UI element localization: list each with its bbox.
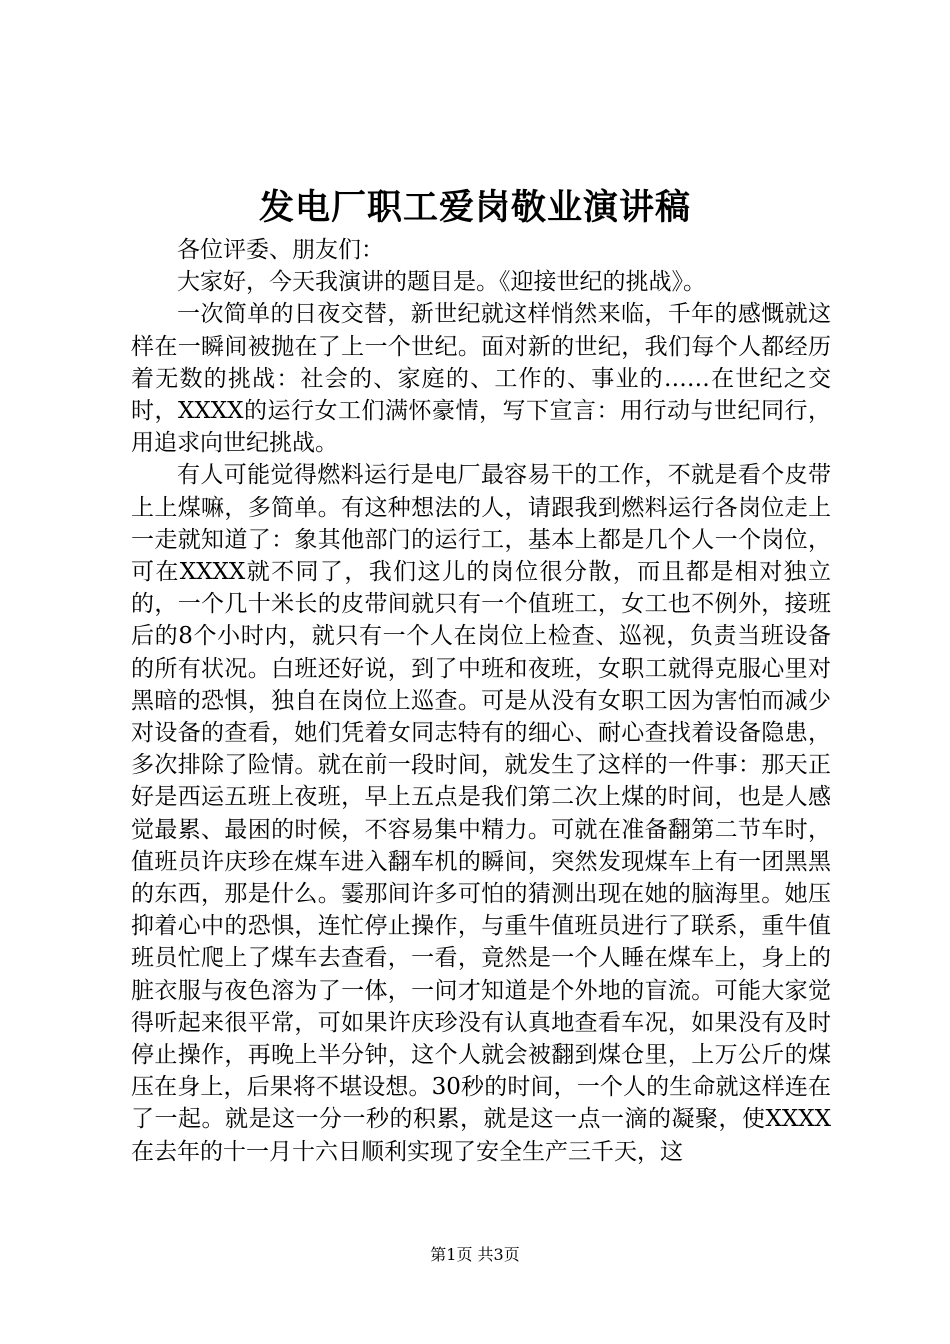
paragraph-new-century: 一次简单的日夜交替，新世纪就这样悄然来临，千年的感慨就这样在一瞬间被抛在了上一个世纪。面对新的世纪，我们每个人都经历着无数的挑战：社会的、家庭的、工作的、事业的……在世纪之交时，XXXX的运行女工们满怀豪情，写下宣言：用行动与世纪同行，用追求向世纪挑战。 bbox=[131, 301, 831, 457]
document-title: 发电厂职工爱岗敬业演讲稿 bbox=[258, 187, 691, 228]
document-body bbox=[131, 234, 831, 1168]
paragraph-salutation: 各位评委、朋友们： bbox=[177, 237, 384, 263]
paragraph-story: 有人可能觉得燃料运行是电厂最容易干的工作，不就是看个皮带上上煤嘛，多简单。有这种想法的人，请跟我到燃料运行各岗位走上一走就知道了：象其他部门的运行工，基本上都是几个人一个岗位，可在XXXX就不同了，我们这儿的岗位很分散，而且都是相对独立的，一个几十米长的皮带间就只有一个值班工，女工也不例外，接班后的8个小时内，就只有一个人在岗位上检查、巡视，负责当班设备的所有状况。白班还好说，到了中班和夜班，女职工就得克服心里对黑暗的恐惧，独自在岗位上巡查。可是从没有女职工因为害怕而减少对设备的查看，她们凭着女同志特有的细心、耐心查找着设备隐患，多次排除了险情。就在前一段时间，就发生了这样的一件事：那天正好是西运五班上夜班，早上五点是我们第二次上煤的时间，也是人感觉最累、最困的时候，不容易集中精力。可就在准备翻第二节车时，值班员许庆珍在煤车进入翻车机的瞬间，突然发现煤车上有一团黑黑的东西，那是什么。霎那间许多可怕的猜测出现在她的脑海里。她压抑着心中的恐惧，连忙停止操作，与重牛值班员进行了联系，重牛值班员忙爬上了煤车去查看，一看，竟然是一个人睡在煤车上，身上的脏衣服与夜色溶为了一体，一问才知道是个外地的盲流。可能大家觉得听起来很平常，可如果许庆珍没有认真地查看车况，如果没有及时停止操作，再晚上半分钟，这个人就会被翻到煤仓里，上万公斤的煤压在身上，后果将不堪设想。30秒的时间，一个人的生命就这样连在了一起。就是这一分一秒的积累，就是这一点一滴的凝聚，使XXXX在去年的十一月十六日顺利实现了安全生产三千天，这 bbox=[131, 462, 831, 1165]
paragraph-greeting: 大家好，今天我演讲的题目是。《迎接世纪的挑战》。 bbox=[177, 269, 706, 296]
page-number-footer: 第1页 共3页 bbox=[430, 1245, 520, 1264]
